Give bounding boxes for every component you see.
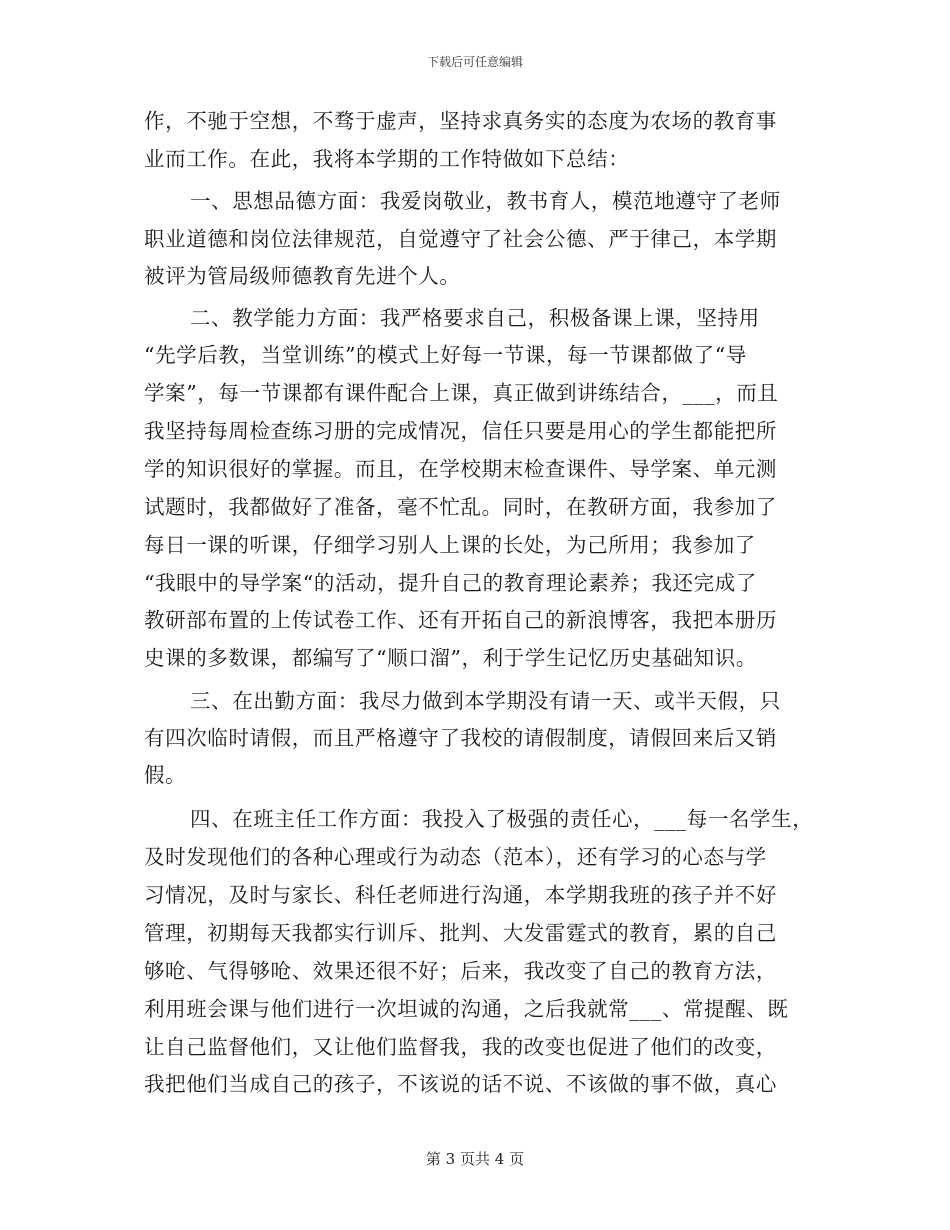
page-number-footer: 第 3 页共 4 页 xyxy=(425,1150,525,1168)
text-line: 学的知识很好的掌握。而且，在学校期末检查课件、导学案、单元测 xyxy=(144,457,777,481)
text-line: “我眼中的导学案“的活动，提升自己的教育理论素养；我还完成了 xyxy=(144,571,757,595)
text-line: 试题时，我都做好了准备，毫不忙乱。同时，在教研方面，我参加了 xyxy=(144,495,777,519)
text-line: 有四次临时请假，而且严格遵守了我校的请假制度，请假回来后又销 xyxy=(144,726,777,750)
text-line: 我坚持每周检查练习册的完成情况，信任只要是用心的学生都能把所 xyxy=(144,419,777,443)
text-line: 够呛、气得够呛、效果还很不好；后来，我改变了自己的教育方法， xyxy=(144,959,777,983)
text-line: 业而工作。在此，我将本学期的工作特做如下总结： xyxy=(144,147,630,171)
text-line: 史课的多数课，都编写了“顺口溜”，利于学生记忆历史基础知识。 xyxy=(144,646,757,670)
text-line: 利用班会课与他们进行一次坦诚的沟通，之后我就常___、常提醒、既 xyxy=(144,997,789,1021)
text-line: “先学后教，当堂训练”的模式上好每一节课，每一节课都做了“导 xyxy=(144,343,747,367)
text-line: 三、在出勤方面：我尽力做到本学期没有请一天、或半天假，只 xyxy=(190,689,781,713)
text-line: 及时发现他们的各种心理或行为动态（范本），还有学习的心态与学 xyxy=(144,845,767,869)
text-line: 管理，初期每天我都实行训斥、批判、大发雷霆式的教育，累的自己 xyxy=(144,921,777,945)
text-line: 教研部布置的上传试卷工作、还有开拓自己的新浪博客，我把本册历 xyxy=(144,608,777,632)
text-line: 学案”，每一节课都有课件配合上课，真正做到讲练结合，___，而且 xyxy=(144,381,779,405)
text-line: 每日一课的听课，仔细学习别人上课的长处，为己所用；我参加了 xyxy=(144,533,756,557)
text-line: 职业道德和岗位法律规范，自觉遵守了社会公德、严于律己，本学期 xyxy=(144,227,777,251)
text-line: 假。 xyxy=(144,763,187,787)
text-line: 习情况，及时与家长、科任老师进行沟通，本学期我班的孩子并不好 xyxy=(144,883,777,907)
page-header: 下载后可任意编辑 xyxy=(426,55,523,69)
text-line: 被评为管局级师德教育先进个人。 xyxy=(144,264,461,288)
text-line: 一、思想品德方面：我爱岗敬业，教书育人，模范地遵守了老师 xyxy=(190,189,781,213)
text-line: 让自己监督他们，又让他们监督我，我的改变也促进了他们的改变， xyxy=(144,1035,777,1059)
text-line: 作，不驰于空想，不骛于虚声，坚持求真务实的态度为农场的教育事 xyxy=(144,109,777,133)
text-line: 我把他们当成自己的孩子，不该说的话不说、不该做的事不做，真心 xyxy=(144,1072,777,1096)
text-line: 二、教学能力方面：我严格要求自己，积极备课上课，坚持用 xyxy=(190,306,760,330)
text-line: 四、在班主任工作方面：我投入了极强的责任心，___每一名学生， xyxy=(190,807,814,831)
